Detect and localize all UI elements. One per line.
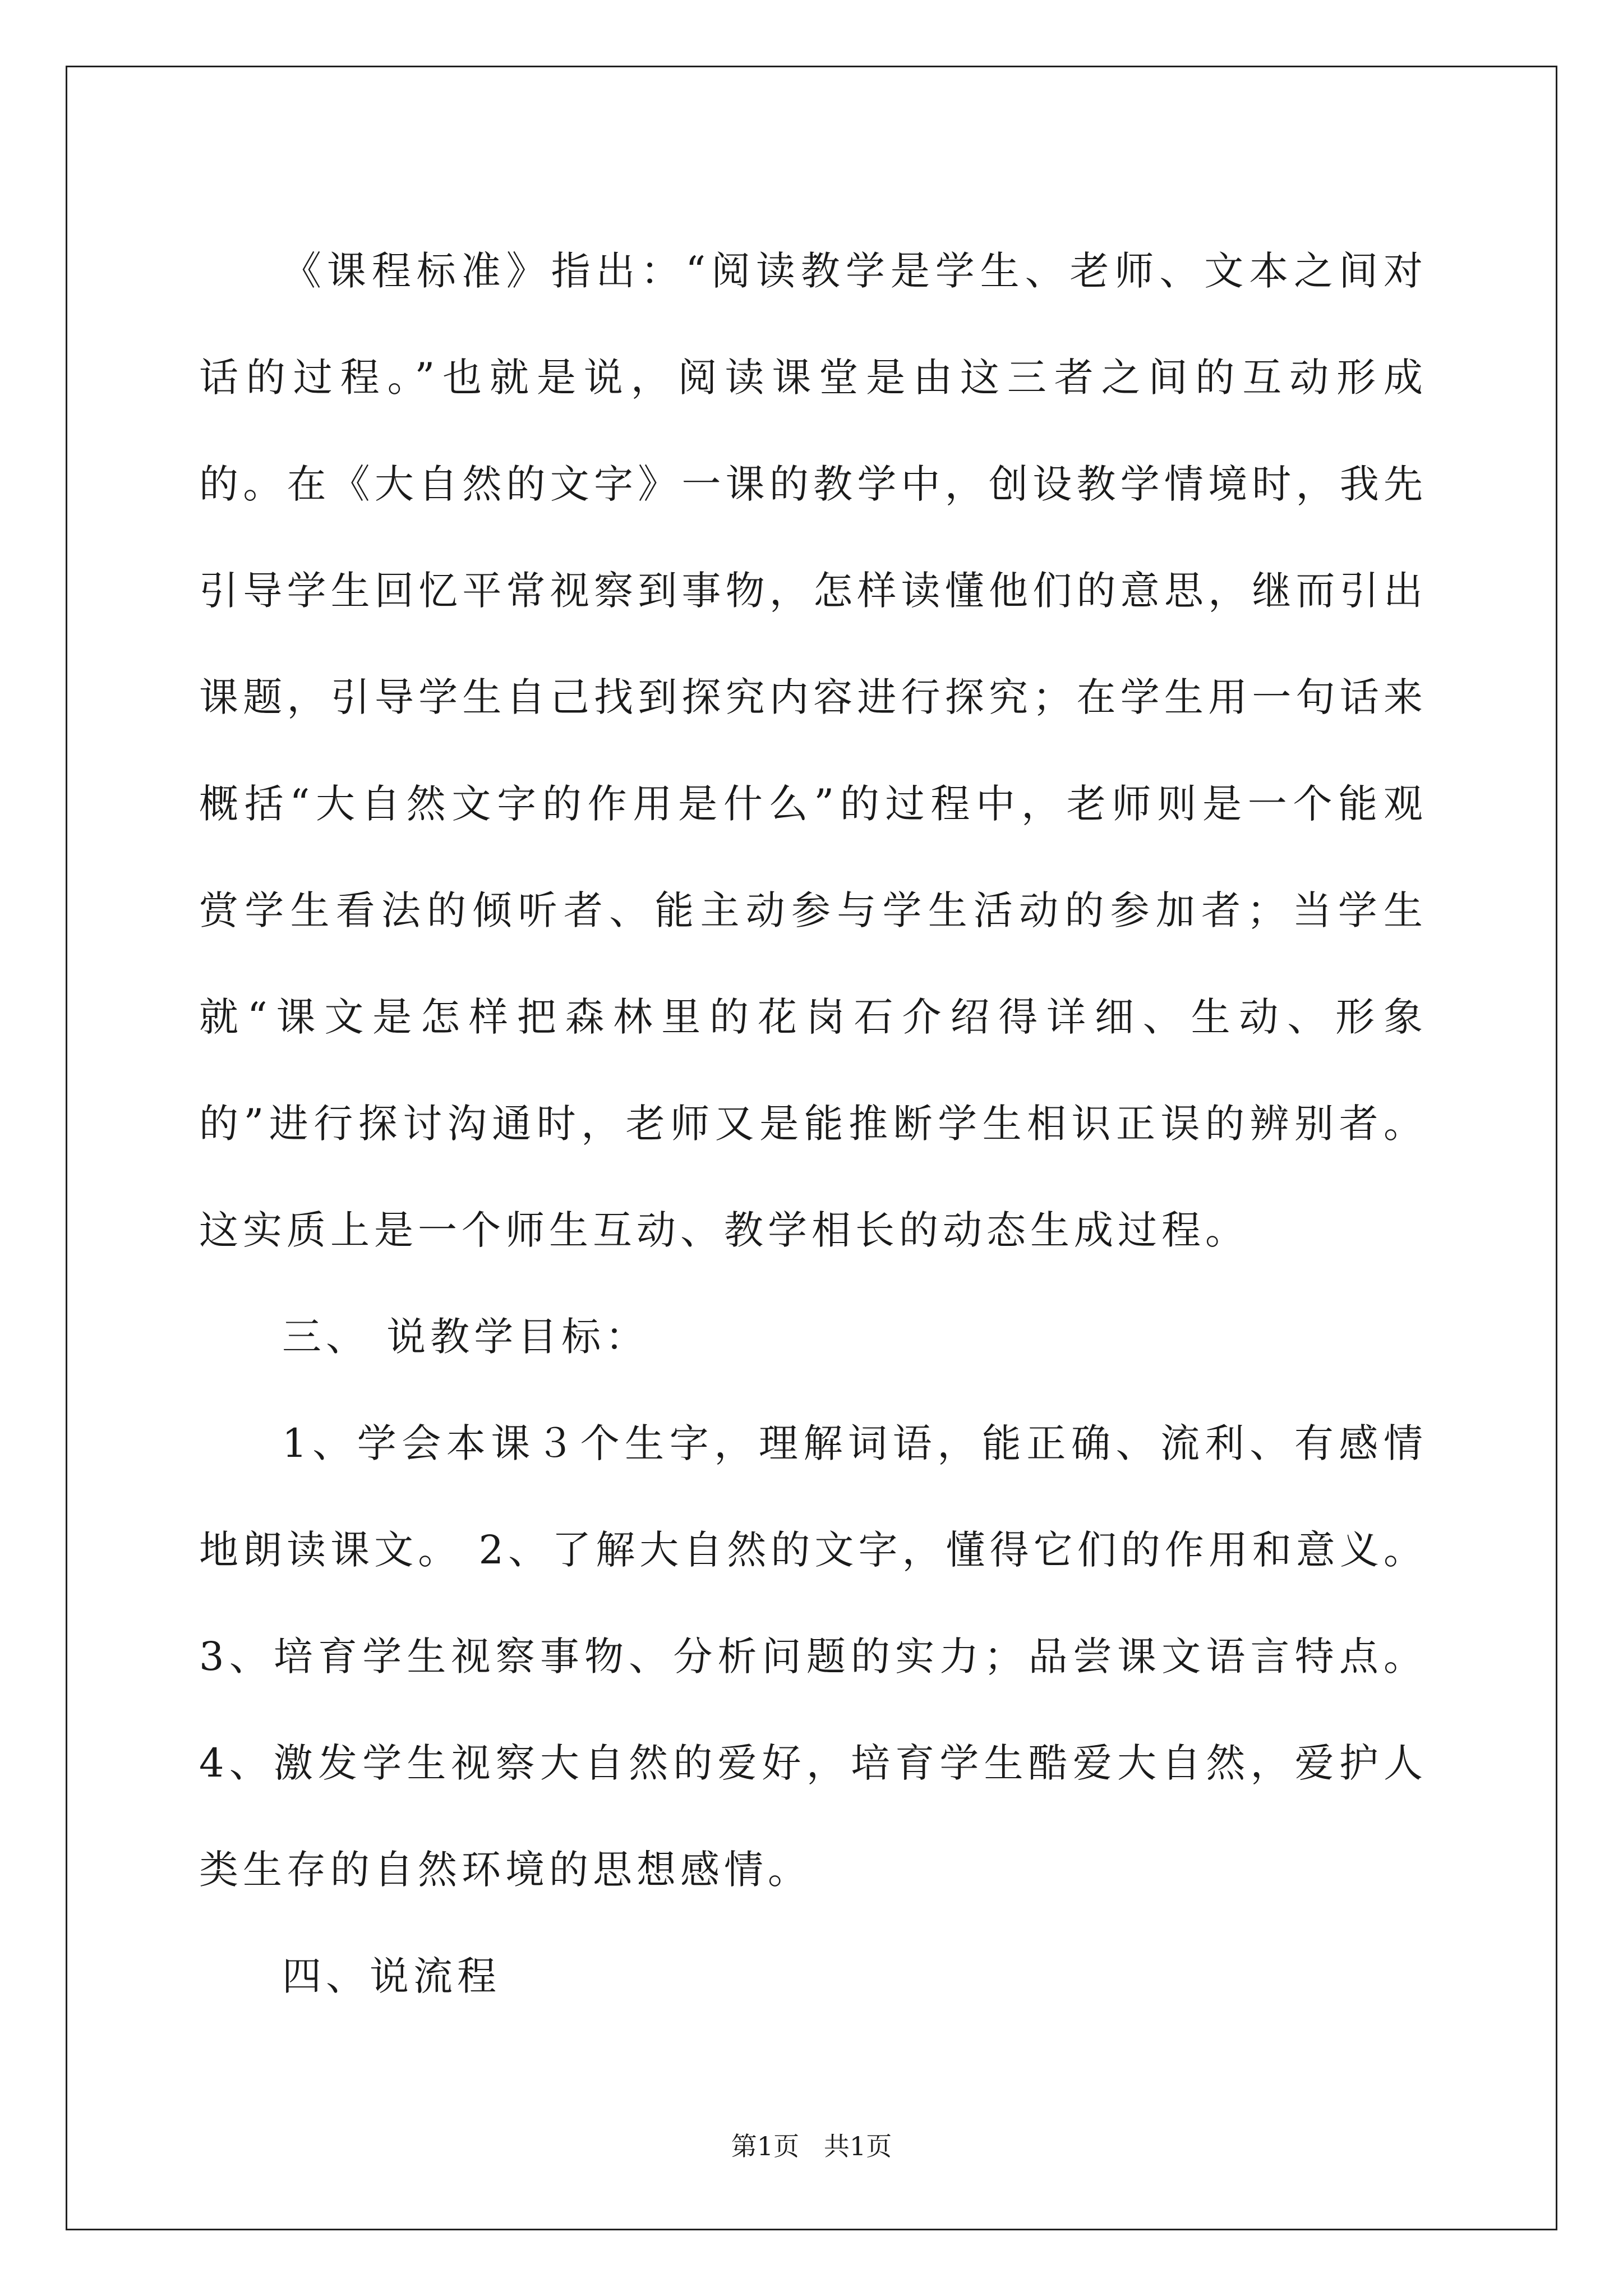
document-body <box>199 218 1427 2030</box>
page-number-footer: 第1页 共1页 <box>731 2131 892 2161</box>
paragraph-dialogue: 《课程标准》指出：“阅读教学是学生、老师、文本之间对话的过程。”也就是说，阅读课堂是由这三者之间的互动形成的。在《大自然的文字》一课的教学中，创设教学情境时，我先引导学生回忆平常视察到事物，怎样读懂他们的意思，继而引出课题，引导学生自己找到探究内容进行探究；在学生用一句话来概括“大自然文字的作用是什么”的过程中，老师则是一个能观赏学生看法的倾听者、能主动参与学生活动的参加者；当学生就“课文是怎样把森林里的花岗石介绍得详细、生动、形象的”进行探讨沟通时，老师又是能推断学生相识正误的辨别者。这实质上是一个师生互动、教学相长的动态生成过程。 <box>199 248 1427 1253</box>
section-heading-process: 四、说流程 <box>282 1953 501 1999</box>
paragraph-objectives: 1、学会本课３个生字，理解词语，能正确、流利、有感情地朗读课文。 2、了解大自然的文字，懂得它们的作用和意义。3、培育学生视察事物、分析问题的实力；品尝课文语言特点。4、激发学生视察大自然的爱好，培育学生酷爱大自然，爱护人类生存的自然环境的思想感情。 <box>199 1420 1427 1893</box>
section-heading-objectives: 三、 说教学目标： <box>282 1314 649 1360</box>
